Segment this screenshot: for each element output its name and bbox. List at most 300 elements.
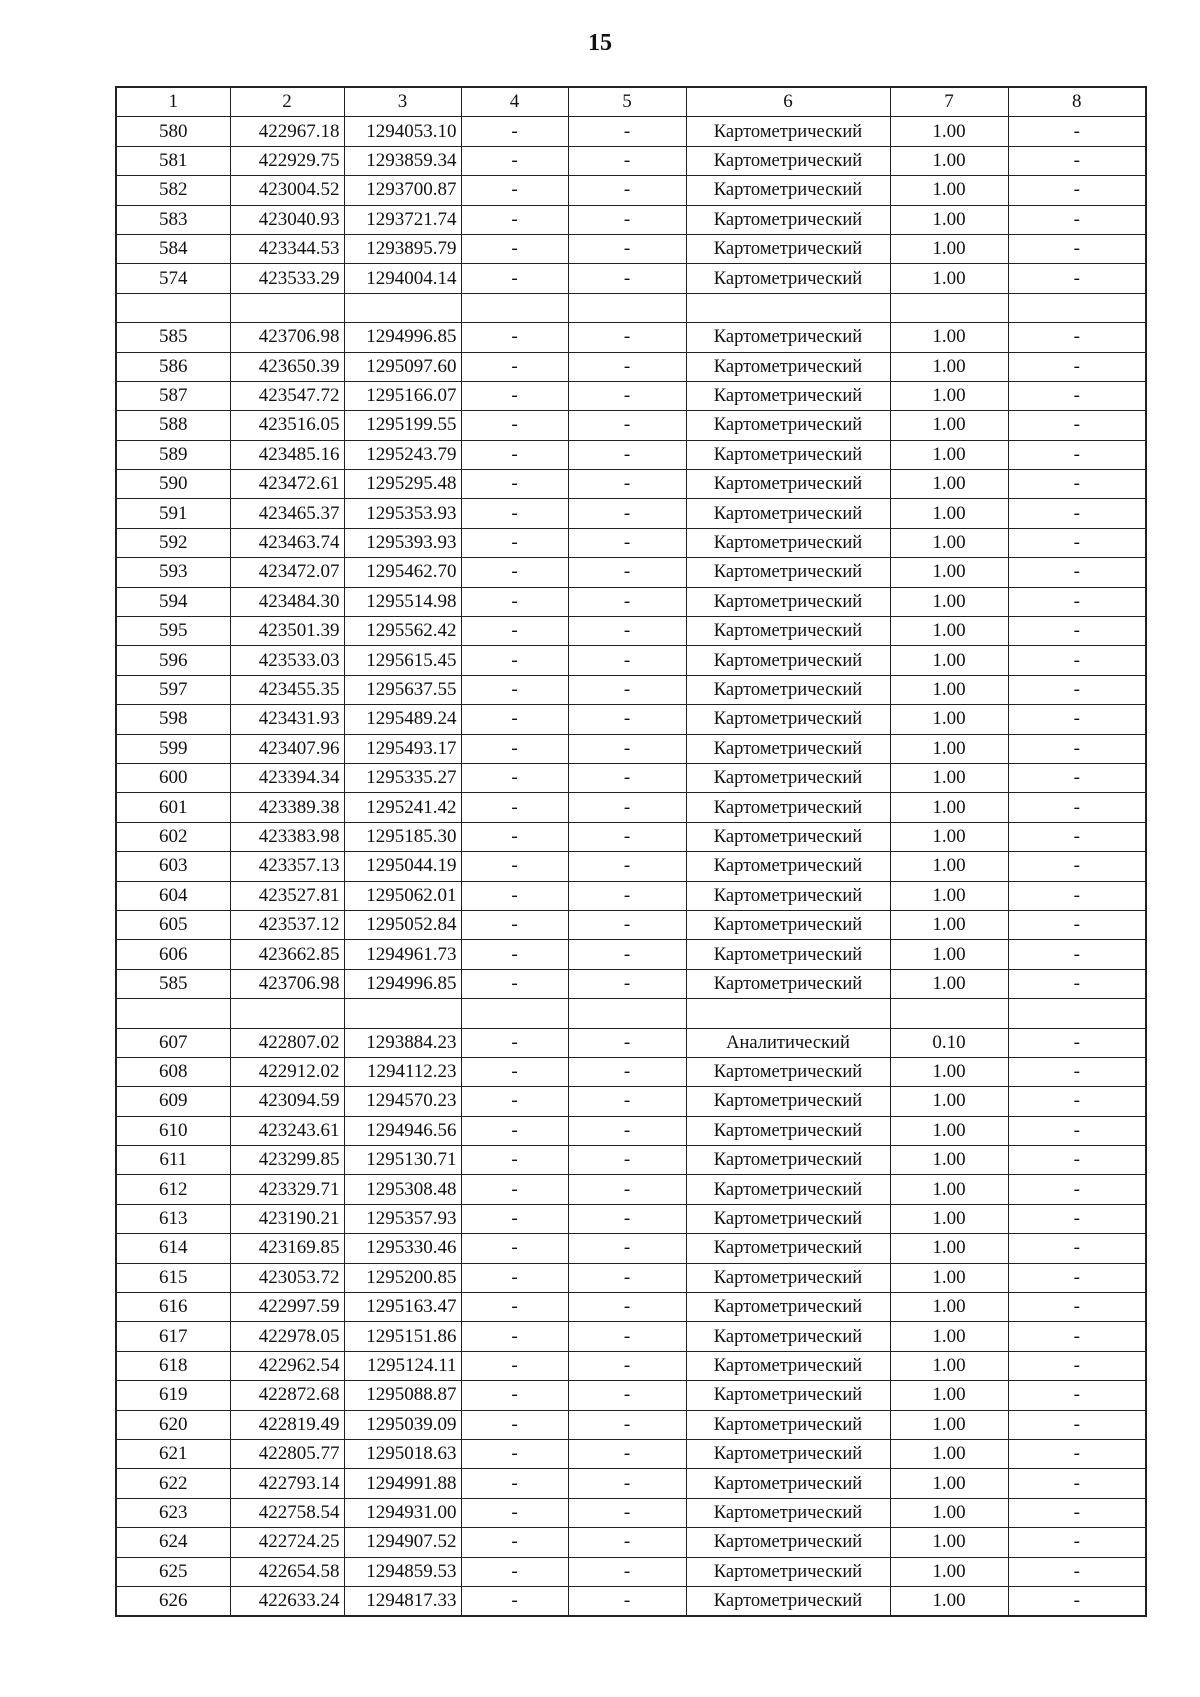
table-cell: 423533.29 [230,264,344,293]
table-cell [890,999,1008,1028]
table-cell: - [1008,793,1146,822]
table-cell: Картометрический [686,1175,890,1204]
table-cell: 1295493.17 [344,734,461,763]
table-cell: 1.00 [890,1439,1008,1468]
table-cell: 1295124.11 [344,1351,461,1380]
table-cell: - [568,822,686,851]
table-cell: - [568,1557,686,1586]
table-cell: - [461,234,568,263]
table-row [116,293,1146,322]
table-cell: 625 [116,1557,230,1586]
table-row [116,1087,1146,1116]
table-cell: - [568,176,686,205]
table-cell: - [568,558,686,587]
table-cell: 1.00 [890,205,1008,234]
table-cell: - [1008,646,1146,675]
table-cell: 1.00 [890,1586,1008,1616]
table-cell: - [461,881,568,910]
table-cell: 616 [116,1293,230,1322]
table-cell: 422807.02 [230,1028,344,1057]
table-cell [568,999,686,1028]
table-cell: 583 [116,205,230,234]
table-cell: 608 [116,1057,230,1086]
table-cell: - [568,205,686,234]
table-cell: - [461,1146,568,1175]
table-row [116,675,1146,704]
table-cell: - [568,1146,686,1175]
table-row [116,1410,1146,1439]
table-cell: - [461,969,568,998]
table-cell: - [1008,323,1146,352]
table-cell: - [461,1028,568,1057]
table-cell: - [461,1469,568,1498]
table-cell: Картометрический [686,822,890,851]
table-cell: 1294817.33 [344,1586,461,1616]
table-cell: - [1008,528,1146,557]
table-cell: 582 [116,176,230,205]
table-cell: - [1008,381,1146,410]
table-cell: - [461,1381,568,1410]
table-cell: - [1008,1351,1146,1380]
table-cell: 1295308.48 [344,1175,461,1204]
table-cell: Картометрический [686,264,890,293]
table-cell: 1295615.45 [344,646,461,675]
table-cell: 620 [116,1410,230,1439]
table-row [116,176,1146,205]
table-cell: 1293884.23 [344,1028,461,1057]
table-cell: 423485.16 [230,440,344,469]
table-cell: 423706.98 [230,969,344,998]
table-cell: - [461,763,568,792]
table-cell: 606 [116,940,230,969]
table-cell: 423357.13 [230,852,344,881]
table-cell: 1295462.70 [344,558,461,587]
table-cell: 423455.35 [230,675,344,704]
table-cell: Картометрический [686,411,890,440]
table-cell: - [568,617,686,646]
table-cell: 1295243.79 [344,440,461,469]
table-row [116,234,1146,263]
table-cell: Картометрический [686,675,890,704]
table-cell: 1.00 [890,1528,1008,1557]
table-cell: - [461,470,568,499]
table-cell: - [1008,763,1146,792]
table-row [116,1028,1146,1057]
table-cell: 422978.05 [230,1322,344,1351]
table-cell: - [568,528,686,557]
table-cell: 622 [116,1469,230,1498]
table-cell: 595 [116,617,230,646]
coordinates-table [115,86,1147,1617]
table-cell: 422997.59 [230,1293,344,1322]
table-cell: - [568,1322,686,1351]
table-cell: 1.00 [890,499,1008,528]
table-cell: 423484.30 [230,587,344,616]
table-cell: 604 [116,881,230,910]
table-cell: 423706.98 [230,323,344,352]
table-cell: Картометрический [686,940,890,969]
table-cell: - [568,1234,686,1263]
table-cell: - [568,881,686,910]
table-cell: 1295130.71 [344,1146,461,1175]
table-cell: - [461,1175,568,1204]
table-row [116,617,1146,646]
table-row [116,117,1146,146]
table-cell: Картометрический [686,1351,890,1380]
table-cell: 423190.21 [230,1204,344,1233]
header-row [116,87,1146,117]
table-cell: Картометрический [686,1498,890,1527]
table-cell: 614 [116,1234,230,1263]
table-row [116,1351,1146,1380]
table-row [116,910,1146,939]
table-cell: - [568,910,686,939]
table-cell: 602 [116,822,230,851]
table-cell: 1295044.19 [344,852,461,881]
table-cell: - [461,1234,568,1263]
table-cell: 423472.07 [230,558,344,587]
table-cell: - [1008,470,1146,499]
table-cell: Картометрический [686,1204,890,1233]
table-cell [890,293,1008,322]
table-row [116,1263,1146,1292]
table-cell: - [568,1116,686,1145]
table-cell: - [568,940,686,969]
table-row [116,969,1146,998]
table-cell: 615 [116,1263,230,1292]
table-cell: - [461,1116,568,1145]
table-cell: - [461,617,568,646]
table-cell: - [1008,1469,1146,1498]
table-cell: 610 [116,1116,230,1145]
table-cell: 1.00 [890,1410,1008,1439]
table-cell: - [1008,734,1146,763]
table-cell: - [461,117,568,146]
table-row [116,264,1146,293]
table-cell: - [568,1410,686,1439]
table-row [116,1146,1146,1175]
table-cell: 1295335.27 [344,763,461,792]
table-cell: 589 [116,440,230,469]
table-cell: - [461,205,568,234]
table-cell: 619 [116,1381,230,1410]
table-row [116,734,1146,763]
table-cell: 1.00 [890,1204,1008,1233]
table-cell: - [568,646,686,675]
table-cell: 1.00 [890,646,1008,675]
table-cell: 590 [116,470,230,499]
column-header: 4 [461,87,568,117]
table-cell: 1.00 [890,1116,1008,1145]
table-cell: 423394.34 [230,763,344,792]
table-cell: - [568,323,686,352]
table-cell: 598 [116,705,230,734]
table-cell: 1.00 [890,793,1008,822]
table-cell: 1.00 [890,1293,1008,1322]
table-cell: - [461,646,568,675]
table-cell: - [1008,675,1146,704]
table-cell: - [1008,1116,1146,1145]
table-cell: 1295185.30 [344,822,461,851]
table-cell: 1.00 [890,558,1008,587]
table-cell: - [461,587,568,616]
table-cell: 1294907.52 [344,1528,461,1557]
table-cell: 585 [116,969,230,998]
table-cell: - [568,381,686,410]
table-cell: - [461,411,568,440]
table-cell: 1295088.87 [344,1381,461,1410]
table-cell [461,999,568,1028]
table-row [116,763,1146,792]
table-cell: 1294570.23 [344,1087,461,1116]
table-cell: - [1008,852,1146,881]
table-cell: 422819.49 [230,1410,344,1439]
table-row [116,352,1146,381]
table-cell: 624 [116,1528,230,1557]
table-cell: 1295166.07 [344,381,461,410]
table-cell: 609 [116,1087,230,1116]
table-row [116,1528,1146,1557]
table-cell: - [568,1586,686,1616]
table-cell: 1295151.86 [344,1322,461,1351]
table-cell: - [461,381,568,410]
table-cell: 600 [116,763,230,792]
table-cell: - [568,1528,686,1557]
table-cell: 423383.98 [230,822,344,851]
table-cell: Картометрический [686,910,890,939]
table-cell: 1.00 [890,1087,1008,1116]
table-cell: 1294996.85 [344,969,461,998]
table-cell: 597 [116,675,230,704]
table-row [116,1439,1146,1468]
table-cell: - [568,734,686,763]
table-cell: 1294931.00 [344,1498,461,1527]
table-cell: 1.00 [890,1057,1008,1086]
table-cell: Аналитический [686,1028,890,1057]
table-cell: - [461,146,568,175]
table-cell: 617 [116,1322,230,1351]
table-cell: Картометрический [686,646,890,675]
table-cell: 1.00 [890,1381,1008,1410]
table-cell: - [461,822,568,851]
table-cell: 1.00 [890,705,1008,734]
table-cell: - [1008,411,1146,440]
table-cell: - [1008,440,1146,469]
table-cell: - [568,1439,686,1468]
table-cell: - [568,969,686,998]
table-cell: Картометрический [686,1528,890,1557]
table-cell: 423299.85 [230,1146,344,1175]
table-cell: - [568,1087,686,1116]
table-cell: 1.00 [890,352,1008,381]
table-cell: - [461,1557,568,1586]
table-row [116,1381,1146,1410]
table-cell: 1293721.74 [344,205,461,234]
table-cell: 1293859.34 [344,146,461,175]
table-cell: 1294053.10 [344,117,461,146]
table-cell: 1295562.42 [344,617,461,646]
table-header [116,87,1146,117]
table-row [116,881,1146,910]
table-cell: 580 [116,117,230,146]
table-cell: 1294004.14 [344,264,461,293]
table-cell: - [1008,822,1146,851]
table-cell: - [568,763,686,792]
table-cell [116,999,230,1028]
table-cell: 423537.12 [230,910,344,939]
table-cell: 422912.02 [230,1057,344,1086]
table-cell: 593 [116,558,230,587]
table-cell: - [1008,1175,1146,1204]
table-cell: - [568,1263,686,1292]
table-cell: Картометрический [686,852,890,881]
table-cell: Картометрический [686,1263,890,1292]
table-cell: Картометрический [686,205,890,234]
table-cell: 422758.54 [230,1498,344,1527]
table-cell: 585 [116,323,230,352]
table-cell: - [461,852,568,881]
table-row [116,940,1146,969]
table-cell: 1295199.55 [344,411,461,440]
table-cell: - [461,675,568,704]
table-cell: 1.00 [890,617,1008,646]
column-header: 1 [116,87,230,117]
table-cell: Картометрический [686,176,890,205]
table-cell: - [1008,910,1146,939]
table-row [116,1175,1146,1204]
table-cell: 1.00 [890,323,1008,352]
table-cell: - [568,1293,686,1322]
table-cell: 1295295.48 [344,470,461,499]
table-cell: 423431.93 [230,705,344,734]
table-row [116,146,1146,175]
table-row [116,381,1146,410]
table-cell: 1.00 [890,146,1008,175]
table-cell: - [461,323,568,352]
table-cell: - [568,793,686,822]
table-cell: - [461,1410,568,1439]
table-cell: 586 [116,352,230,381]
table-row [116,1498,1146,1527]
table-row [116,822,1146,851]
table-body [116,117,1146,1616]
table-row [116,587,1146,616]
table-cell: - [1008,499,1146,528]
table-row [116,793,1146,822]
table-cell: 605 [116,910,230,939]
table-cell: 618 [116,1351,230,1380]
table-cell: 581 [116,146,230,175]
table-cell: 1.00 [890,264,1008,293]
table-cell: 1.00 [890,763,1008,792]
table-cell: - [568,1381,686,1410]
table-cell: 623 [116,1498,230,1527]
column-header: 5 [568,87,686,117]
table-cell: - [461,1204,568,1233]
table-row [116,323,1146,352]
table-cell: 1294961.73 [344,940,461,969]
table-cell: 1.00 [890,234,1008,263]
table-cell: - [1008,117,1146,146]
table-cell: 1.00 [890,1498,1008,1527]
table-row [116,411,1146,440]
table-cell [344,293,461,322]
table-cell: 1.00 [890,734,1008,763]
table-cell: - [1008,881,1146,910]
table-cell: 422962.54 [230,1351,344,1380]
table-cell: - [1008,969,1146,998]
table-cell: 1.00 [890,117,1008,146]
table-cell: - [1008,940,1146,969]
table-cell: Картометрический [686,1057,890,1086]
table-cell: 613 [116,1204,230,1233]
table-cell: - [1008,1028,1146,1057]
table-cell: 1295353.93 [344,499,461,528]
table-cell: - [1008,205,1146,234]
table-cell: Картометрический [686,528,890,557]
table-cell: - [1008,1146,1146,1175]
table-cell: 423243.61 [230,1116,344,1145]
table-cell: Картометрический [686,763,890,792]
table-cell: 1.00 [890,940,1008,969]
table-row [116,1293,1146,1322]
table-cell: Картометрический [686,969,890,998]
table-cell: 626 [116,1586,230,1616]
table-cell: 423053.72 [230,1263,344,1292]
table-cell: 1.00 [890,969,1008,998]
table-cell: - [568,1175,686,1204]
table-cell: 574 [116,264,230,293]
table-cell: - [568,705,686,734]
table-cell: Картометрический [686,146,890,175]
table-cell: - [1008,1293,1146,1322]
table-cell: - [1008,176,1146,205]
table-cell: Картометрический [686,1146,890,1175]
table-cell [344,999,461,1028]
table-cell: Картометрический [686,734,890,763]
table-cell: 1.00 [890,1234,1008,1263]
table-row [116,1116,1146,1145]
table-row [116,646,1146,675]
table-cell: 1295200.85 [344,1263,461,1292]
table-cell: - [461,1263,568,1292]
table-cell: - [568,1351,686,1380]
table-cell: 1295097.60 [344,352,461,381]
table-cell: - [1008,1586,1146,1616]
table-cell: - [461,176,568,205]
table-cell: - [568,146,686,175]
table-cell: - [1008,1557,1146,1586]
table-cell: 423472.61 [230,470,344,499]
table-cell: - [568,1028,686,1057]
table-cell: - [1008,1087,1146,1116]
table-cell: 1295357.93 [344,1204,461,1233]
table-cell [686,293,890,322]
table-row [116,499,1146,528]
page-number: 15 [588,30,612,56]
table-cell: 423650.39 [230,352,344,381]
table-cell: 423501.39 [230,617,344,646]
table-cell: - [568,852,686,881]
table-cell: Картометрический [686,558,890,587]
table-cell: - [568,1204,686,1233]
table-cell: - [1008,1322,1146,1351]
table-cell: - [1008,1234,1146,1263]
table-cell: 1.00 [890,852,1008,881]
table-cell: 422654.58 [230,1557,344,1586]
table-cell: 596 [116,646,230,675]
table-row [116,440,1146,469]
